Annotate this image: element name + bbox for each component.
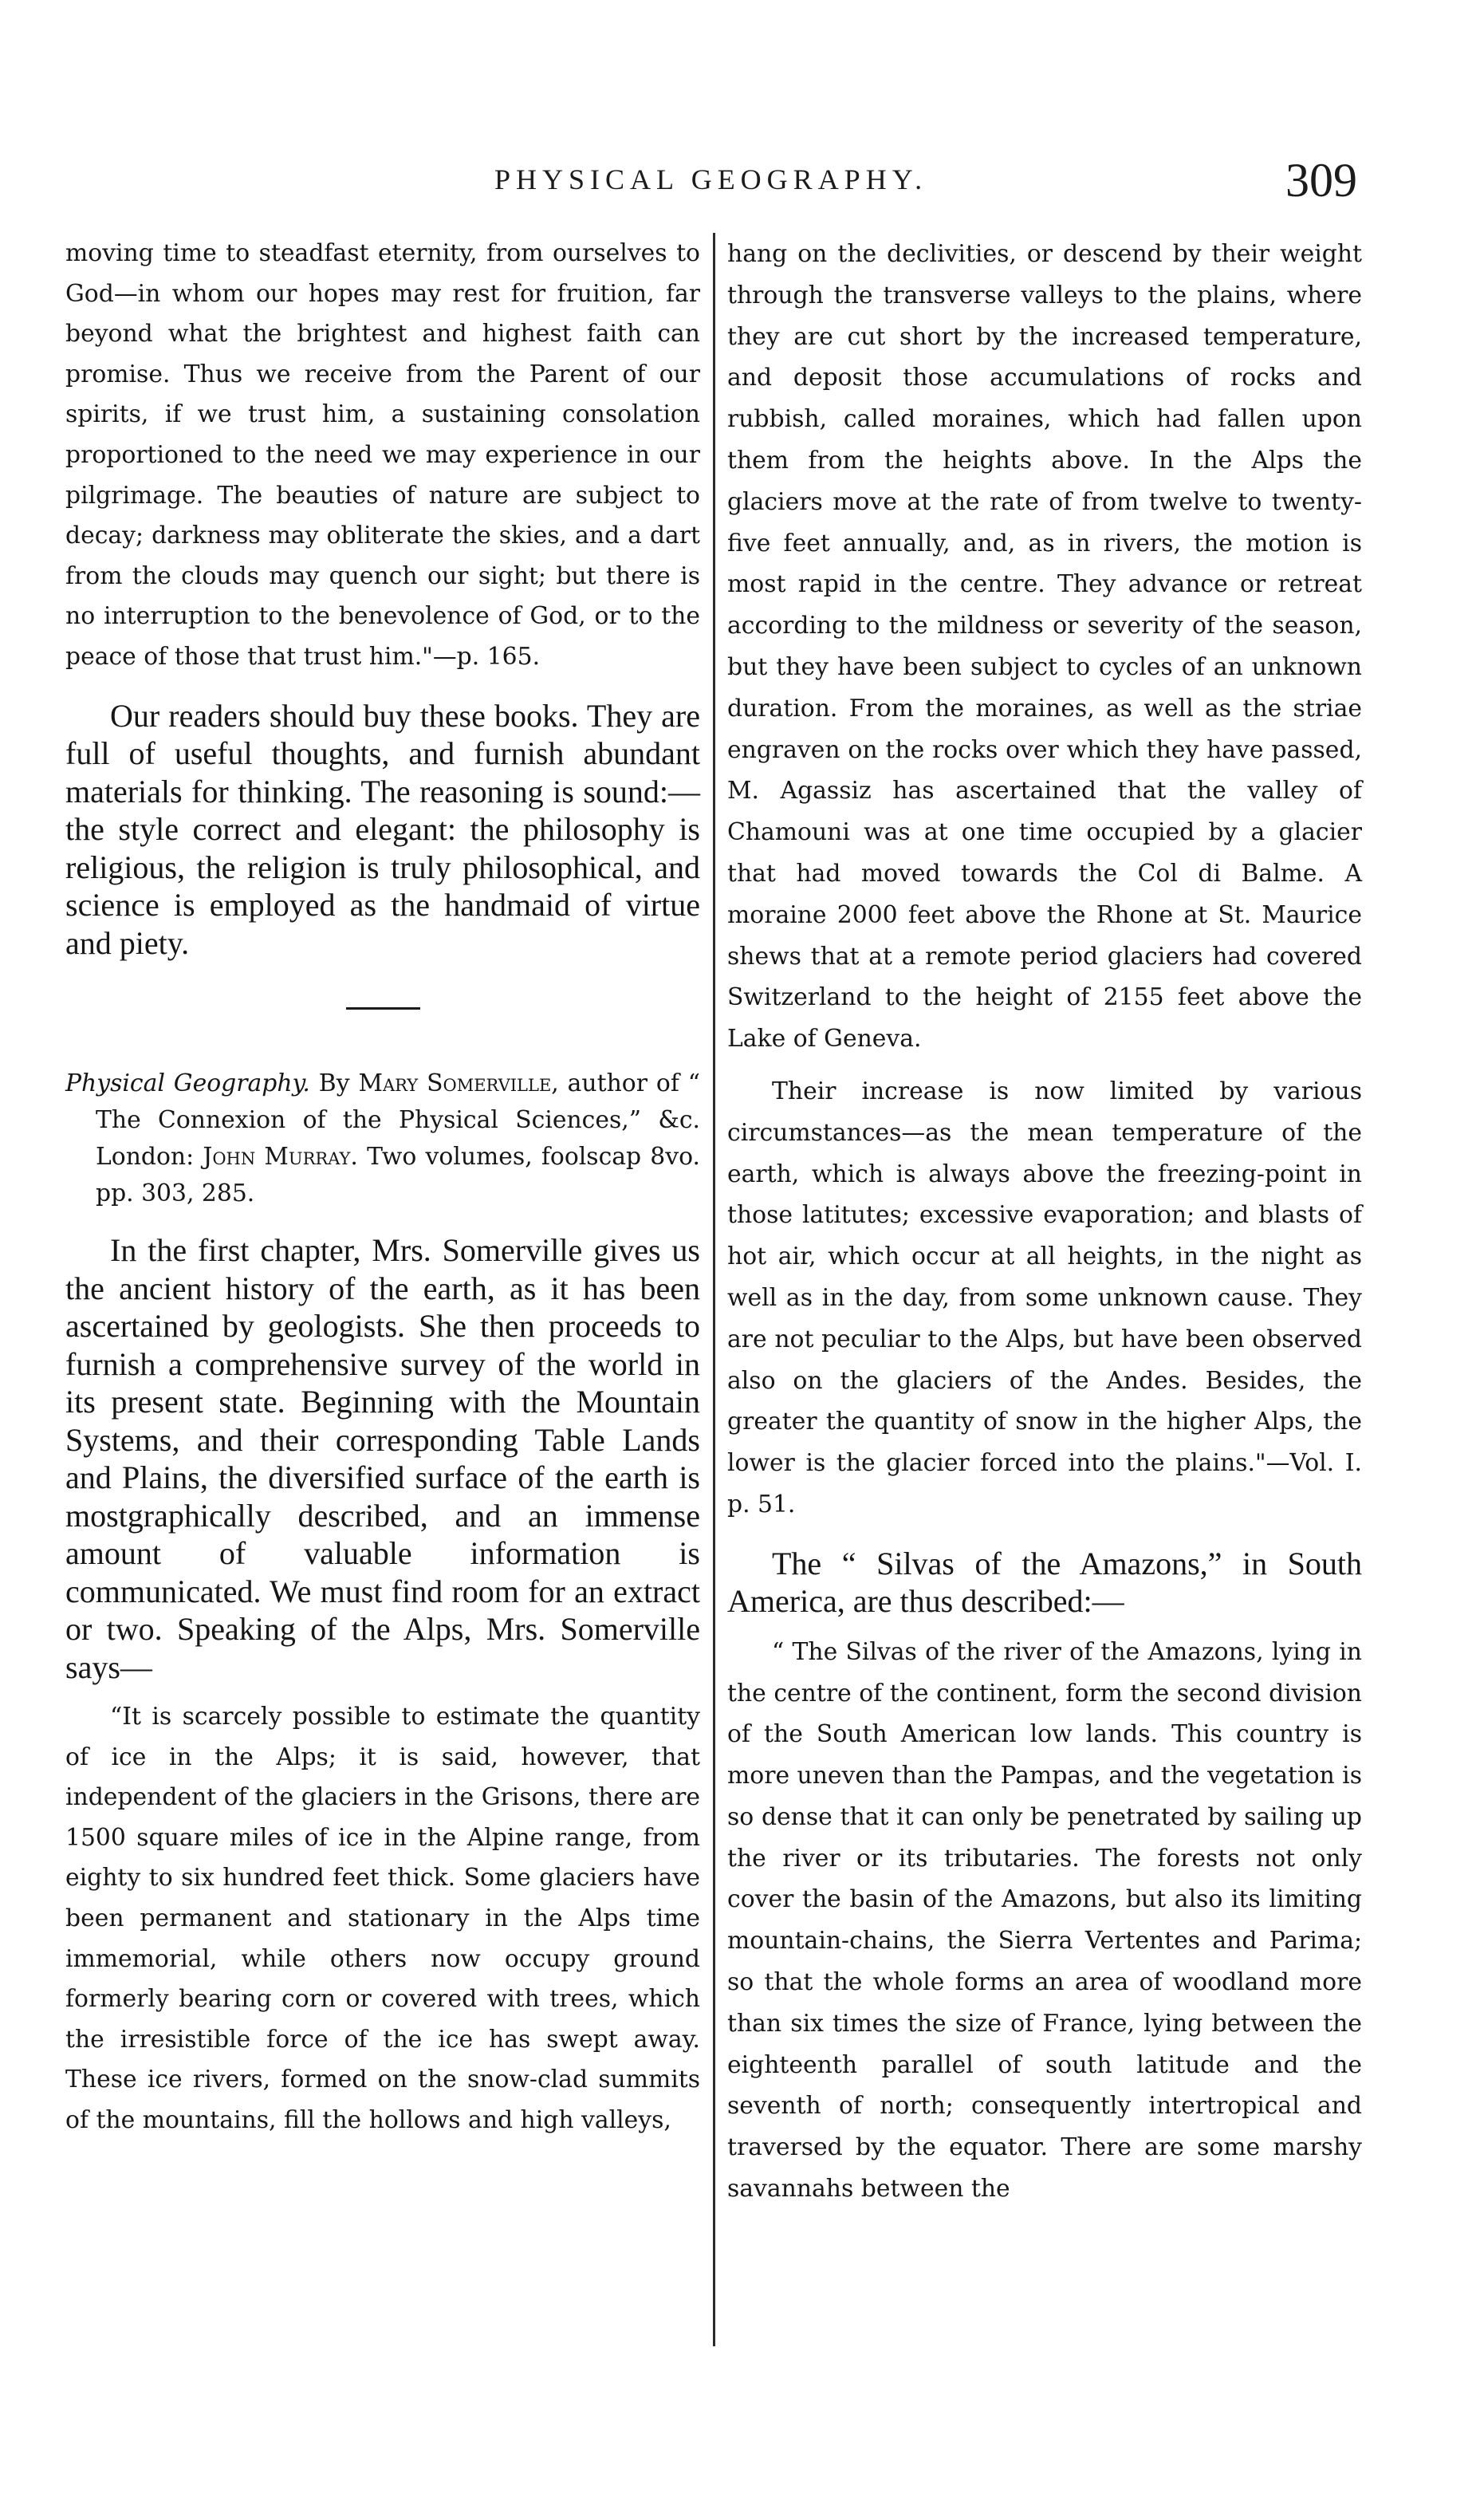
right-column [727, 234, 1362, 2210]
alps-quote-continuation: hang on the declivities, or descend by their weight through the transverse valleys to the plains, where they are cut short by the increased temperature, and deposit those accumulations of rocks and rubbish, called moraines, which had fallen upon them from the heights above. In the Alps the glaciers move at the rate of from twelve to twenty-five feet annually, and, as in rivers, the motion is most rapid in the centre. They advance or retreat according to the mildness or severity of the season, but they have been subject to cycles of an unknown duration. From the moraines, as well as the striae engraven on the rocks over which they have passed, M. Agassiz has ascertained that the valley of Chamouni was at one time occupied by a glacier that had moved towards the Col di Balme. A moraine 2000 feet above the Rhone at St. Maurice shews that at a remote period glaciers had covered Switzerland to the height of 2155 feet above the Lake of Geneva. [727, 240, 1362, 1054]
publication-details: . Two volumes, foolscap 8vo. pp. 303, 285. [96, 1143, 700, 1208]
left-column [65, 234, 700, 2141]
page-header [0, 154, 1484, 215]
column-divider [713, 233, 715, 2346]
running-title: PHYSICAL GEOGRAPHY. [494, 163, 928, 195]
recommendation-paragraph: Our readers should buy these books. They are full of useful thoughts, and furnish abundant materials for thinking. The reasoning is sound:—the style correct and elegant: the philosophy is religious, the religion is truly philosophical, and science is employed as the handmaid of virtue and piety. [65, 697, 700, 961]
book-citation [65, 1065, 700, 1212]
section-separator [346, 1007, 420, 1010]
quote-continuation: moving time to steadfast eternity, from ourselves to God—in whom our hopes may rest for fruition, far beyond what the brightest and highest faith can promise. Thus we receive from the Parent of our spirits, if we trust him, a sustaining consolation proportioned to the need we may experience in our pilgrimage. The beauties of nature are subject to decay; darkness may obliterate the skies, and a dart from the clouds may quench our sight; but there is no interruption to the benevolence of God, or to the peace of those that trust him."—p. 165. [65, 239, 700, 671]
review-paragraph: In the first chapter, Mrs. Somerville gives us the ancient history of the earth, as it has been ascertained by geologists. She then proceeds to furnish a comprehensive survey of the world in its present state. Beginning with the Mountain Systems, and their corresponding Table Lands and Plains, the diversified surface of the earth is mostgraphically described, and an immense amount of valuable information is communicated. We must find room for an extract or two. Speaking of the Alps, Mrs. Somerville says— [65, 1232, 700, 1685]
publisher-name: John Murray [203, 1143, 351, 1172]
alps-quote-end: Their increase is now limited by various circumstances—as the mean temperature of the earth, which is always above the freezing-point in those latitutes; excessive evaporation; and blasts of hot air, which occur at all heights, in the night as well as in the day, from some unknown cause. They are not peculiar to the Alps, but have been observed also on the glaciers of the Andes. Besides, the greater the quantity of snow in the higher Alps, the lower is the glacier forced into the plains."—Vol. I. p. 51. [727, 1077, 1362, 1518]
book-title: Physical Geography. [65, 1069, 310, 1098]
alps-quote-start: “It is scarcely possible to estimate the quantity of ice in the Alps; it is said, however, that independent of the glaciers in the Grisons, there are 1500 square miles of ice in the Alpine range, from eighty to six hundred feet thick. Some glaciers have been permanent and stationary in the Alps time immemorial, while others now occupy ground formerly bearing corn or covered with trees, which the irresistible force of the ice has swept away. These ice rivers, formed on the snow-clad summits of the mountains, fill the hollows and high valleys, [65, 1703, 700, 2134]
author-name: Mary Somerville [358, 1069, 552, 1098]
silvas-intro-paragraph: The “ Silvas of the Amazons,” in South America, are thus described:— [727, 1545, 1362, 1620]
page-number: 309 [1285, 154, 1357, 207]
citation-by: By [318, 1069, 350, 1098]
silvas-quote: “ The Silvas of the river of the Amazons, lying in the centre of the continent, form the second division of the South American low lands. This country is more uneven than the Pampas, and the vegetation is so dense that it can only be penetrated by sailing up the river or its tributaries. The forests not only cover the basin of the Amazons, but also its limiting mountain-chains, the Sierra Vertentes and Parima; so that the whole forms an area of woodland more than six times the size of France, lying between the eighteenth parallel of south latitude and the seventh of north; consequently intertropical and traversed by the equator. There are some marshy savannahs between the [727, 1637, 1362, 2204]
author-description: , author of “ The Connexion of the Physical Sciences,” &c. London: [96, 1069, 700, 1172]
